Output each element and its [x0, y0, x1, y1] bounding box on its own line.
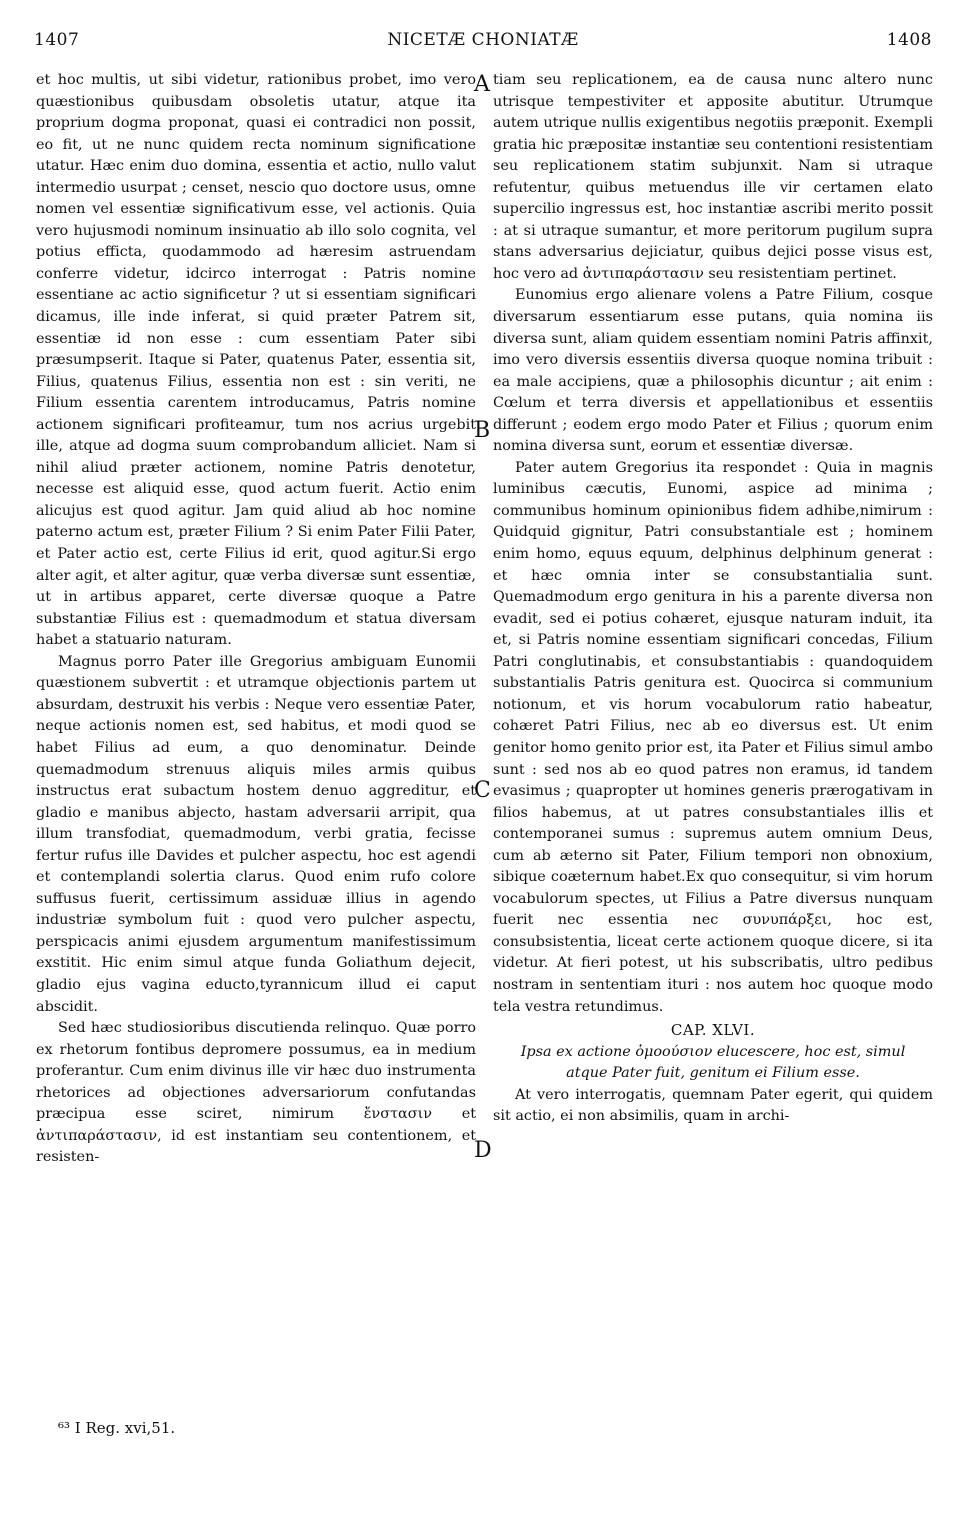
chapter-heading: CAP. XLVI. — [670, 1021, 756, 1040]
paragraph: Eunomius ergo alienare volens a Patre Filium, cosque diversarum essentiarum esse putans, quia nomina iis diversa sunt, aliam quidem essentiam nomini Patris affinxit, imo vero diversis essentiis diversa quoque nomina tribuit : ea male accipiens, quæ a philosophis dicuntur ; ait enim : Cœlum et terra diversis et appellationibus et essentiis differunt ; eodem ergo modo Pater et Filius ; quorum enim nomina diversa sunt, eorum et essentiæ diversæ. — [493, 287, 933, 455]
margin-marker-c: C — [474, 778, 491, 803]
paragraph: et hoc multis, ut sibi videtur, rationibus probet, imo vero quæstionibus quibusdam obsoletis utatur, atque ita proprium dogma proponat, quasi ei contradici non possit, eo fit, ut ne nunc quidem recta nominum significatione utatur. Hæc enim duo domina, essentia et actio, nullo valut intermedio usurpat ; censet, nescio quo doctore usus, omne nomen vel essentiæ significativum esse, vel actionis. Quia vero hujusmodi nominum insinuatio ab illo solo cognita, vel potius efficta, quodammodo ad hæresim astruendam conferre videtur, idcirco interrogat : Patris nomine essentiane ac actio significetur ? ut si essentiam significari dicamus, ille inde inferat, si quid præter Patrem sit, essentiæ id non esse : cum essentiam Pater sibi præsumpserit. Itaque si Pater, quatenus Pater, essentia sit, Filius, quatenus Filius, essentia non est : sin veriti, ne Filium essentia carentem introducamus, Patris nomine actionem significari profiteamur, tum nos acrius urgebit ille, atque ad dogma suum comprobandum alliciet. Nam si nihil aliud præter actionem, nomine Patris denotetur, necesse est aliquid esse, quod actum fuerit. Actio enim alicujus est quod agitur. Jam quid aliud ab hoc nomine paterno actum est, præter Filium ? Si enim Pater Filii Pater, et Pater actio est, certe Filius id erit, quod agitur.Si ergo alter agit, et alter agitur, quæ verba diversæ sunt essentiæ, ut in artibus apparet, certe diversæ quoque a Patre substantiæ Filius est : quemadmodum et statua diversam habet a statuario naturam. — [36, 72, 476, 649]
margin-marker-d: D — [474, 1138, 492, 1163]
paragraph: At vero interrogatis, quemnam Pater egerit, qui quidem sit actio, ei non absimilis, quam in archi- — [493, 1086, 933, 1125]
paragraph: Magnus porro Pater ille Gregorius ambiguam Eunomii quæstionem subvertit : et utramque objectionis partem ut absurdam, destruxit his verbis : Neque vero essentiæ Pater, neque actionis nomen est, sed habitus, et modi quod se habet Filius ad eum, a quo denominatur. Deinde quemadmodum strenuus aliquis miles armis quibus instructus erat subactum hostem denuo aggreditur, et gladio e manibus abjecto, hastam adversarii arripit, qua illum transfodiat, quemadmodum, verbi gratia, fecisse fertur rufus ille Davides et pulcher aspectu, hoc est agendi et contemplandi solertia clarus. Quod enim rufo colore suffusus fuerit, certissimum assiduæ illius in agendo industriæ symbolum fuit : quod vero pulcher aspectu, perspicacis animi ejusdem argumentum manifestissimum exstitit. Hic enim simul atque funda Goliathum dejecit, gladio ejus vagina educto,tyrannicum illud ei caput abscidit. — [36, 653, 476, 1015]
running-title: NICETÆ CHONIATÆ — [387, 30, 579, 50]
paragraph: tiam seu replicationem, ea de causa nunc altero nunc utrisque tempestiviter et apposite abutitur. Utrumque autem utrique nullis exigentibus negotiis præponit. Exempli gratia hic præpositæ instantiæ seu contentioni resistentiam seu replicationem statim subjunxit. Nam si utraque refutentur, quibus metuendus ille vir certamen elato supercilio ingressus est, hoc instantiæ ascribi merito possit : at si utraque sumantur, et more peritorum pugilum supra stans adversarius dejiciatur, quibus dejici posse visus est, hoc vero ad ἀντιπαράστασιν seu resistentiam pertinet. — [493, 72, 933, 282]
paragraph: Pater autem Gregorius ita respondet : Quia in magnis luminibus cæcutis, Eunomi, aspice ad minima ; communibus hominum opinionibus fidem adhibe,nimirum : Quidquid gignitur, Patri consubstantiale est ; hominem enim homo, equus equum, delphinus delphinum generat : et hæc omnia inter se consubstantialia sunt. Quemadmodum ergo genitura in his a parente diversa non evadit, sed ei potius cohæret, ejusque naturam induit, ita et, si Patris nomine essentiam significari concedas, Filium Patri conglutinabis, et consubstantiabis : quandoquidem substantialis Patris genitura est. Quocirca si communium notionum, et vis horum vocabulorum ratio habeatur, cohæret Patri Filius, nec ab eo diversus est. Ut enim genitor homo genito prior est, ita Pater et Filius simul ambo sunt : sed nos ab eo quod patres non eramus, id tandem evasimus ; quapropter ut homines generis prærogativam in filios habemus, at ut patres consubstantiales illis et contemporanei sumus : supremus autem omnium Deus, cum ab æterno sit Pater, Filium tempori non obnoxium, sibique coæternum habet.Ex quo consequitur, si vim horum vocabulorum spectes, ut Filius a Patre diversus nunquam fuerit nec essentia nec συνυπάρξει, hoc est, consubsistentia, liceat certe actionem quoque dicere, si ita videtur. At fieri potest, ut his subscribatis, ultro pedibus nostram in sententiam ituri : nos autem hoc quoque modo tela vestra retundimus. — [493, 459, 933, 1015]
left-page-number: 1407 — [34, 30, 80, 50]
margin-marker-b: B — [474, 418, 491, 443]
margin-marker-a: A — [474, 72, 490, 97]
paragraph: Sed hæc studiosioribus discutienda relinquo. Quæ porro ex rhetorum fontibus depromere possumus, ea in medium proferantur. Cum enim divinus ille vir hæc duo instrumenta rhetorices ad objectiones adversariorum confutandas præcipua esse sciret, nimirum ἔνστασιν et ἀντιπαράστασιν, id est instantiam seu contentionem, et resisten- — [36, 1020, 476, 1166]
right-column — [493, 70, 933, 1128]
right-page-number: 1408 — [886, 30, 932, 50]
footnote: ⁶³ I Reg. xvi,51. — [58, 1419, 176, 1437]
page-header — [34, 30, 932, 60]
left-column — [36, 70, 476, 1169]
chapter-subtitle: Ipsa ex actione ὁμοούσιον elucescere, hoc est, simul atque Pater fuit, genitum ei Filium esse. — [520, 1043, 906, 1082]
